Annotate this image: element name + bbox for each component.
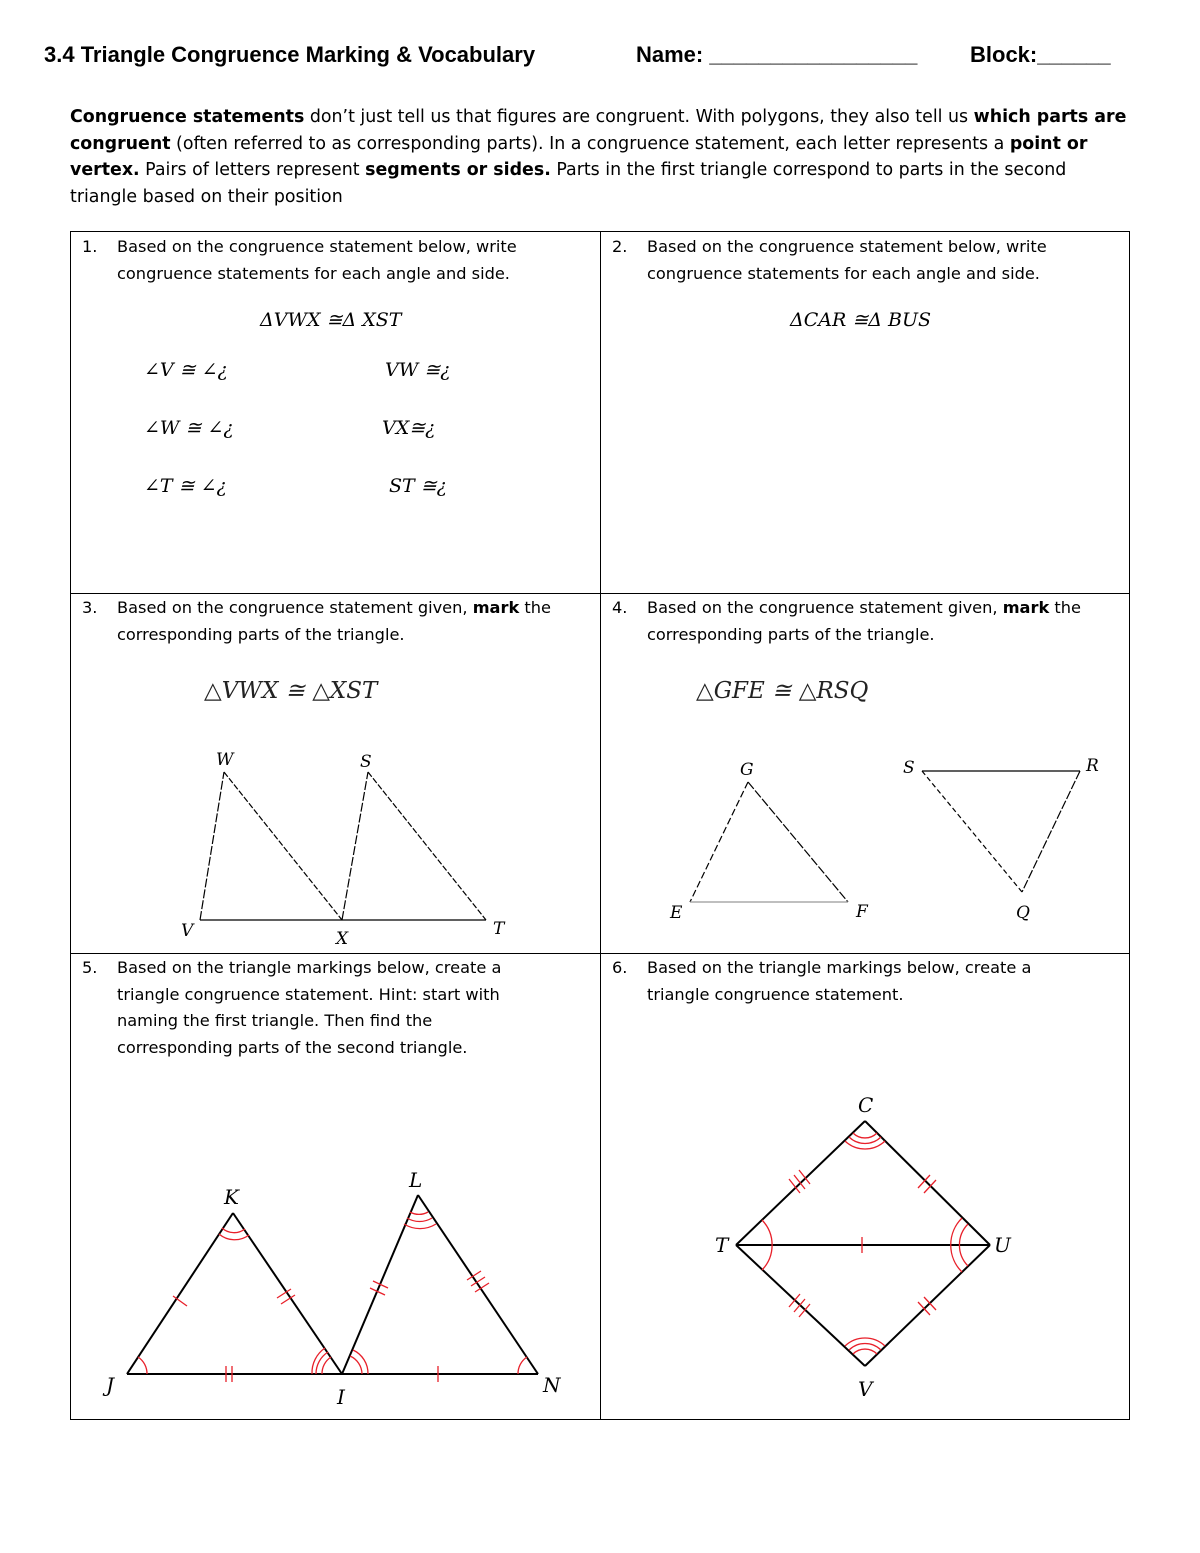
side-blank-2[interactable]: VX≅¿ xyxy=(382,417,436,439)
angle-blank-1[interactable]: ∠V ≅ ∠¿ xyxy=(144,359,228,381)
p5-markings xyxy=(138,1212,527,1382)
intro-term: Congruence statements xyxy=(70,107,305,127)
problem-instructions: Based on the congruence statement below, write congruence statements for each angle and side. xyxy=(117,237,517,283)
label-t2: T xyxy=(715,1233,729,1257)
instr-text: Based on the congruence statement given, xyxy=(117,598,473,617)
side-blank-3[interactable]: ST ≅¿ xyxy=(389,475,447,497)
congruence-statement: ΔVWX ≅Δ XST xyxy=(260,309,402,331)
intro-term: segments or sides. xyxy=(365,160,551,181)
problem-instructions: Based on the congruence statement below, write congruence statements for each angle and side. xyxy=(647,237,1047,283)
problem-number: 5. xyxy=(82,958,98,977)
intro-text: Pairs of letters represent xyxy=(139,160,366,181)
intro-term: which parts are congruent xyxy=(70,107,1127,154)
label-c: C xyxy=(858,1093,874,1117)
label-j: J xyxy=(106,1373,115,1397)
p6-figure xyxy=(736,1121,990,1366)
p6-markings xyxy=(762,1133,968,1354)
label-l: L xyxy=(409,1168,423,1192)
label-q: Q xyxy=(1016,903,1030,923)
p4-triangle-gef xyxy=(690,782,848,902)
p5-triangles xyxy=(127,1195,538,1374)
side-blank-1[interactable]: VW ≅¿ xyxy=(385,359,451,381)
worksheet-title: 3.4 Triangle Congruence Marking & Vocabulary xyxy=(44,42,536,67)
problem-instructions: Based on the triangle markings below, create a triangle congruence statement. Hint: start with naming the first triangle. Then find the corresponding parts of the second triangle. xyxy=(117,958,502,1057)
p3-triangle-xst xyxy=(342,772,486,920)
label-f: F xyxy=(856,902,868,922)
label-s2: S xyxy=(903,758,915,778)
instr-text: Based on the congruence statement given, xyxy=(647,598,1003,617)
instr-bold: mark xyxy=(1002,598,1050,617)
label-r: R xyxy=(1086,756,1099,776)
problem-number: 3. xyxy=(82,598,98,617)
block-field[interactable]: Block:______ xyxy=(970,42,1111,67)
label-i: I xyxy=(337,1385,345,1409)
label-k: K xyxy=(224,1185,239,1209)
instr-text: the corresponding parts of the triangle. xyxy=(647,598,1081,644)
label-t: T xyxy=(493,919,505,939)
intro-text: Parts in the first triangle correspond to parts in the second triangle based on their position xyxy=(70,160,1067,207)
label-v: V xyxy=(181,921,194,941)
intro-term: point or vertex. xyxy=(70,133,1088,181)
label-s: S xyxy=(360,752,372,772)
p3-triangle-vwx xyxy=(200,772,342,920)
p4-triangle-srq xyxy=(922,771,1080,892)
label-w: W xyxy=(216,750,234,770)
problem-number: 1. xyxy=(82,237,98,256)
angle-blank-3[interactable]: ∠T ≅ ∠¿ xyxy=(144,475,227,497)
label-e: E xyxy=(670,903,683,923)
congruence-statement: △GFE ≅ △RSQ xyxy=(696,678,869,704)
label-v2: V xyxy=(858,1377,873,1401)
instr-bold: mark xyxy=(472,598,520,617)
problem-number: 2. xyxy=(612,237,628,256)
label-u: U xyxy=(994,1233,1011,1257)
label-g: G xyxy=(740,760,754,780)
angle-blank-2[interactable]: ∠W ≅ ∠¿ xyxy=(144,417,234,439)
instr-text: the corresponding parts of the triangle. xyxy=(117,598,551,644)
name-field[interactable]: Name: _________________ xyxy=(636,42,918,67)
intro-text: don’t just tell us that figures are congruent. With polygons, they also tell us xyxy=(304,107,974,127)
label-n: N xyxy=(543,1373,561,1397)
intro-text: (often referred to as corresponding parts). In a congruence statement, each letter represents a xyxy=(170,133,1010,154)
problem-number: 6. xyxy=(612,958,628,977)
label-x: X xyxy=(336,929,349,949)
problem-instructions: Based on the triangle markings below, create a triangle congruence statement. xyxy=(647,958,1032,1004)
congruence-statement: ΔCAR ≅Δ BUS xyxy=(790,309,931,331)
problem-number: 4. xyxy=(612,598,628,617)
congruence-statement: △VWX ≅ △XST xyxy=(204,678,378,704)
